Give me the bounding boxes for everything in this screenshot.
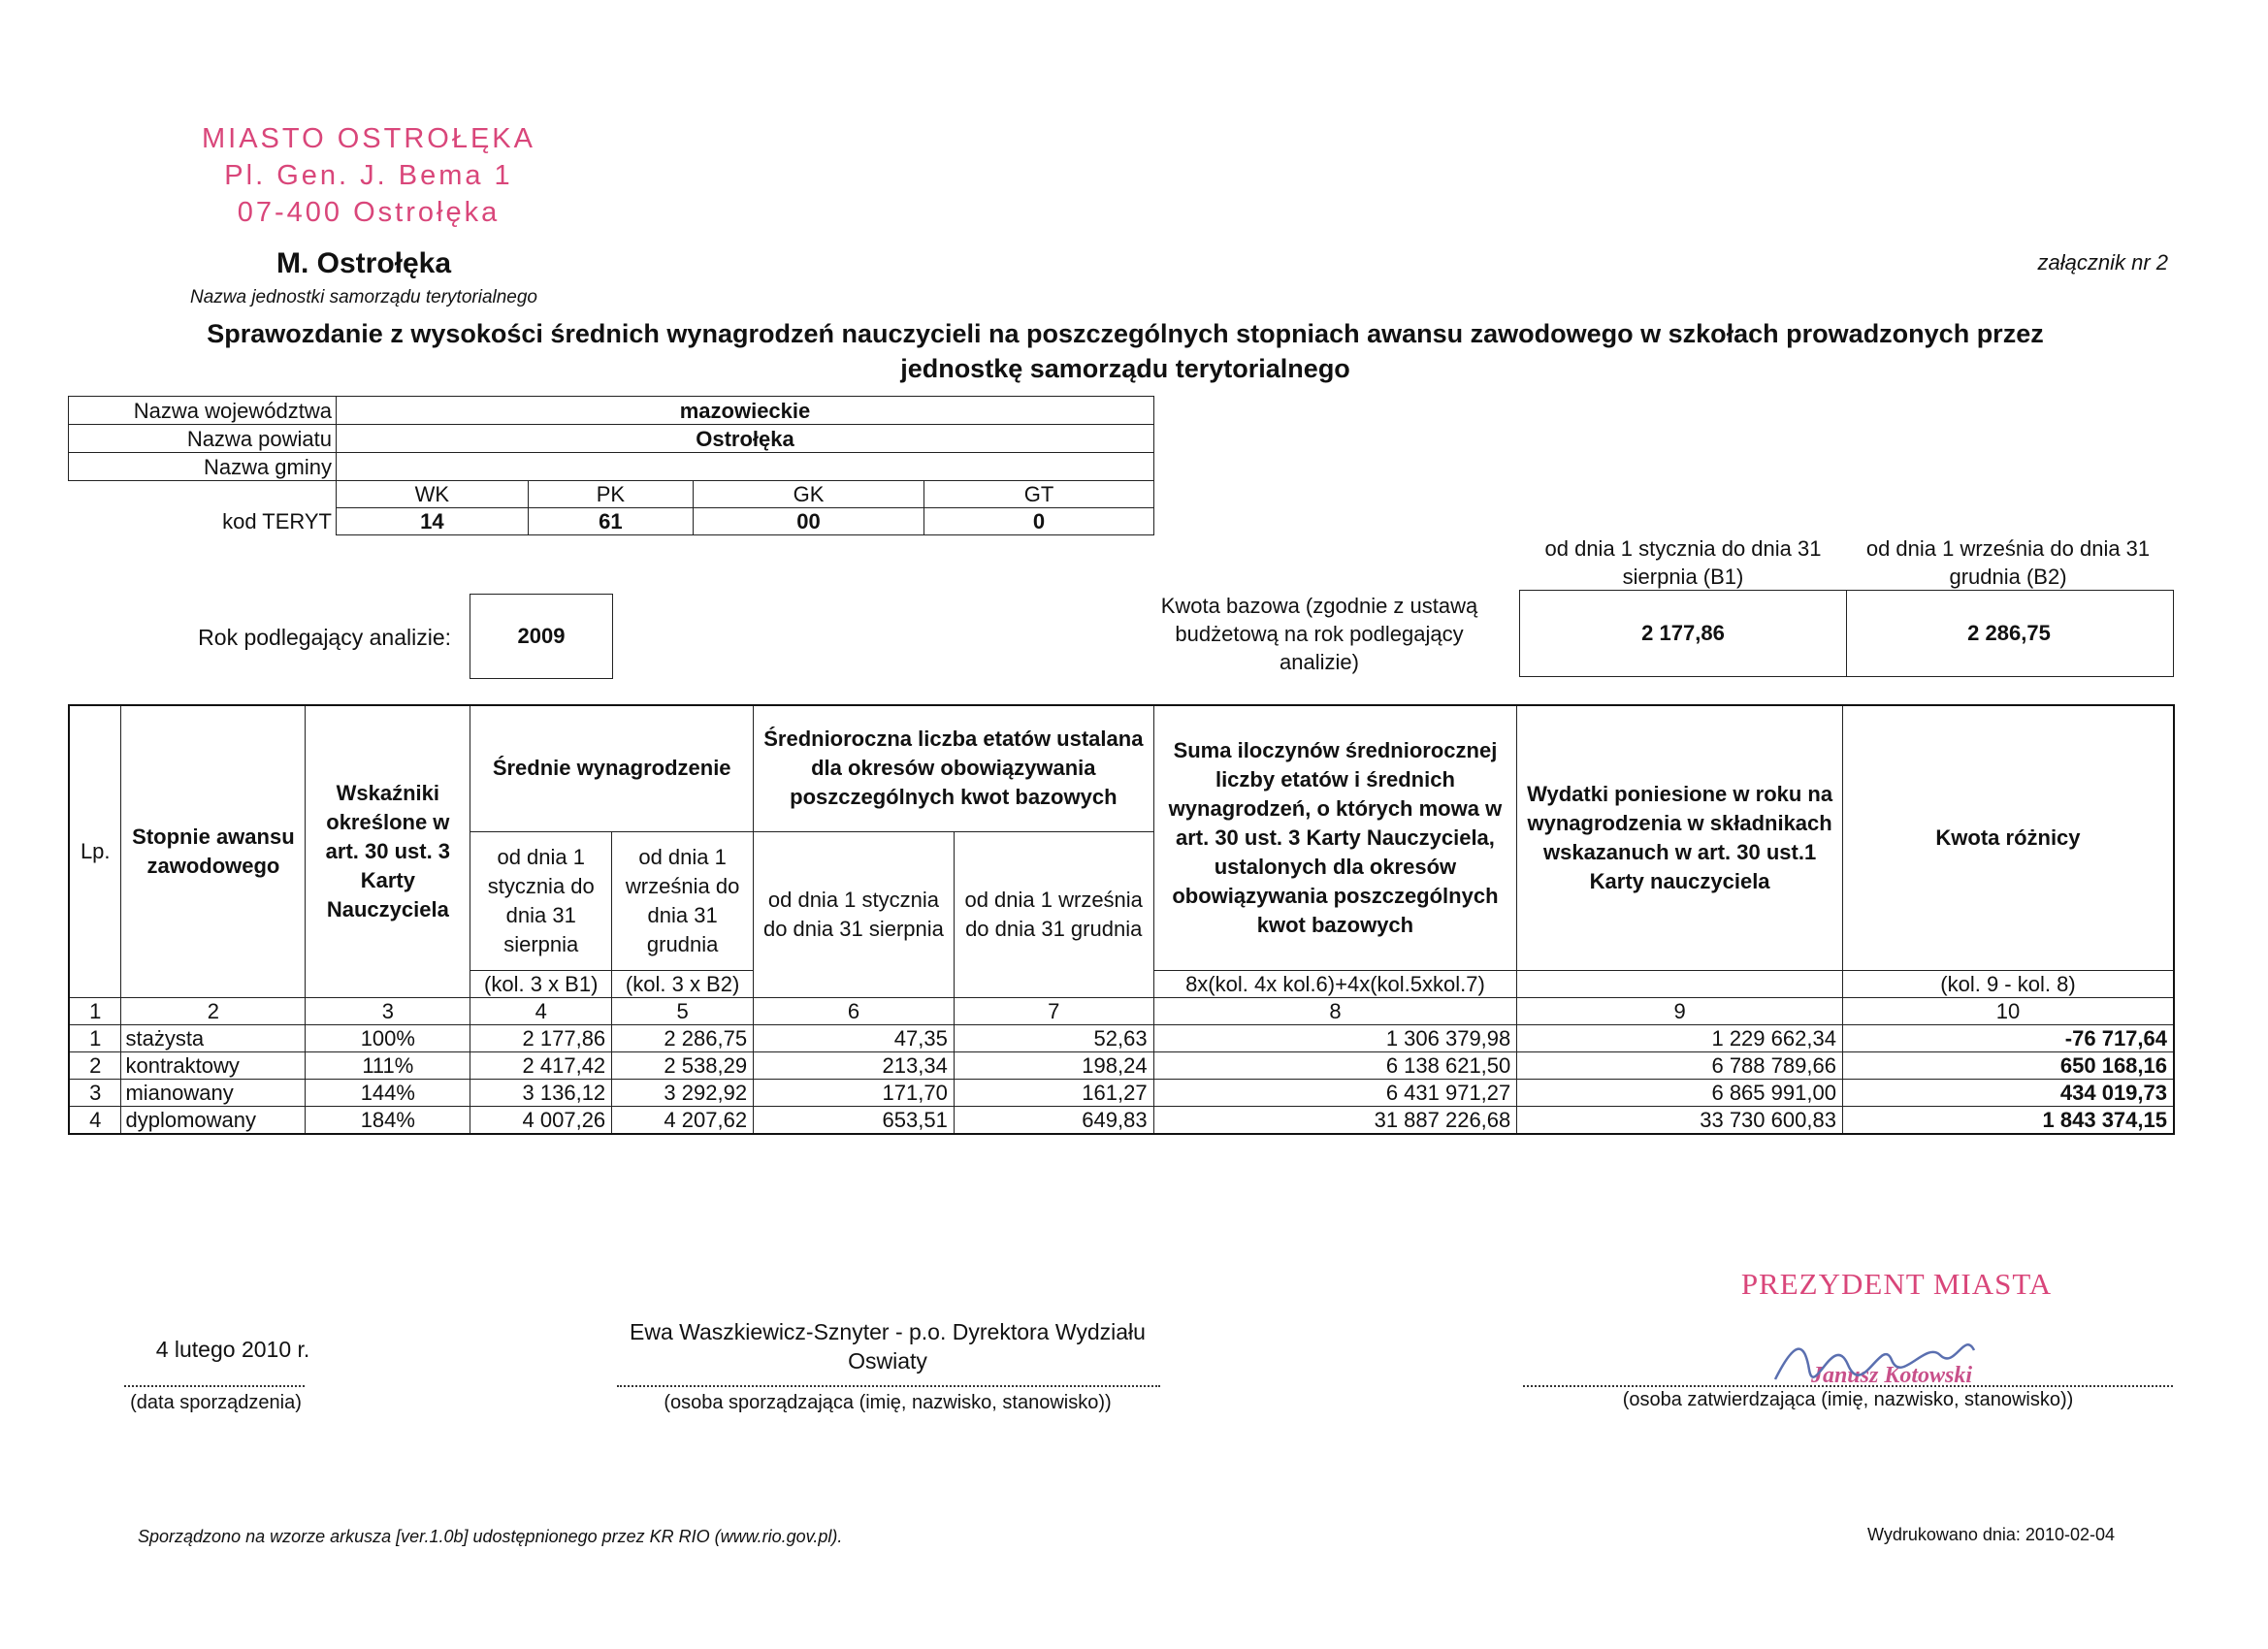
attachment-label: załącznik nr 2 xyxy=(2037,250,2168,275)
row1-col10: -76 717,64 xyxy=(1842,1024,2174,1051)
header-wydatki: Wydatki poniesione w roku na wynagrodzenia w składnikach wskazanuch w art. 30 ust.1 Karty nauczyciela xyxy=(1517,705,1843,970)
row3-col8: 6 431 971,27 xyxy=(1153,1079,1517,1106)
colnum-1: 1 xyxy=(69,997,121,1024)
header-lp: Lp. xyxy=(69,705,121,997)
row3-col5: 3 292,92 xyxy=(612,1079,754,1106)
approver-caption: (osoba zatwierdzająca (imię, nazwisko, stanowisko)) xyxy=(1622,1389,2074,1410)
row1-col7: 52,63 xyxy=(954,1024,1153,1051)
row1-col6: 47,35 xyxy=(754,1024,955,1051)
formula-col4: (kol. 3 x B1) xyxy=(470,970,612,997)
row1-lp: 1 xyxy=(69,1024,121,1051)
subheader-col4: od dnia 1 stycznia do dnia 31 sierpnia xyxy=(470,831,612,970)
county-value: Ostrołęka xyxy=(337,425,1154,453)
column-numbers-row xyxy=(69,997,2174,1024)
subheader-col5: od dnia 1 września do dnia 31 grudnia xyxy=(612,831,754,970)
report-title-line-2: jednostkę samorządu terytorialnego xyxy=(900,354,1350,383)
row2-col7: 198,24 xyxy=(954,1051,1153,1079)
report-title xyxy=(116,316,2134,386)
header-suma: Suma iloczynów średniorocznej liczby etatów i średnich wynagrodzeń, o których mowa w art. 30 ust. 3 Karty Nauczyciela, ustalonych dla okresów obowiązywania poszczególnych kwot bazowych xyxy=(1153,705,1517,970)
stamp-line-3: 07-400 Ostrołęka xyxy=(237,197,501,228)
formula-col8: 8x(kol. 4x kol.6)+4x(kol.5xkol.7) xyxy=(1153,970,1517,997)
colnum-4: 4 xyxy=(470,997,612,1024)
teryt-header-pk: PK xyxy=(528,481,693,508)
row1-col9: 1 229 662,34 xyxy=(1517,1024,1843,1051)
approver-line xyxy=(1523,1385,2173,1387)
row3-col9: 6 865 991,00 xyxy=(1517,1079,1843,1106)
city-stamp xyxy=(184,120,553,231)
row3-lp: 3 xyxy=(69,1079,121,1106)
year-label: Rok podlegający analizie: xyxy=(198,625,451,650)
row4-col6: 653,51 xyxy=(754,1106,955,1134)
commune-value xyxy=(337,453,1154,481)
row4-col9: 33 730 600,83 xyxy=(1517,1106,1843,1134)
colnum-3: 3 xyxy=(306,997,470,1024)
voivodeship-label: Nazwa województwa xyxy=(69,397,337,425)
header-etaty: Średnioroczna liczba etatów ustalana dla okresów obowiązywania poszczególnych kwot bazowych xyxy=(754,705,1154,831)
table-row xyxy=(69,1106,2174,1134)
row2-stopien: kontraktowy xyxy=(121,1051,306,1079)
base-b1-header: od dnia 1 stycznia do dnia 31 sierpnia (B1) xyxy=(1544,536,1822,589)
preparer-line xyxy=(617,1385,1160,1387)
row2-col8: 6 138 621,50 xyxy=(1153,1051,1517,1079)
location-table xyxy=(68,396,1154,535)
teryt-header-gt: GT xyxy=(924,481,1154,508)
row3-col7: 161,27 xyxy=(954,1079,1153,1106)
teryt-header-gk: GK xyxy=(694,481,924,508)
teryt-header-wk: WK xyxy=(337,481,529,508)
preparer-name: Ewa Waszkiewicz-Sznyter - p.o. Dyrektora Wydziału Oswiaty xyxy=(630,1319,1146,1374)
table-row xyxy=(69,1051,2174,1079)
header-stopnie: Stopnie awansu zawodowego xyxy=(121,705,306,997)
row1-wskaznik: 100% xyxy=(306,1024,470,1051)
row3-col10: 434 019,73 xyxy=(1842,1079,2174,1106)
date-caption: (data sporządzenia) xyxy=(130,1392,302,1413)
commune-label: Nazwa gminy xyxy=(69,453,337,481)
row4-stopien: dyplomowany xyxy=(121,1106,306,1134)
colnum-10: 10 xyxy=(1842,997,2174,1024)
teryt-label: kod TERYT xyxy=(222,509,332,534)
subheader-col7: od dnia 1 września do dnia 31 grudnia xyxy=(954,831,1153,997)
colnum-8: 8 xyxy=(1153,997,1517,1024)
teryt-spacer xyxy=(69,481,337,508)
source-note: Sporządzono na wzorze arkusza [ver.1.0b] udostępnionego przez KR RIO (www.rio.gov.pl). xyxy=(138,1527,843,1546)
row4-col8: 31 887 226,68 xyxy=(1153,1106,1517,1134)
row2-lp: 2 xyxy=(69,1051,121,1079)
row2-col9: 6 788 789,66 xyxy=(1517,1051,1843,1079)
signature-scribble xyxy=(1756,1321,1998,1389)
row4-col7: 649,83 xyxy=(954,1106,1153,1134)
row1-col8: 1 306 379,98 xyxy=(1153,1024,1517,1051)
row4-lp: 4 xyxy=(69,1106,121,1134)
row2-col10: 650 168,16 xyxy=(1842,1051,2174,1079)
report-date: 4 lutego 2010 r. xyxy=(155,1337,310,1362)
row2-col5: 2 538,29 xyxy=(612,1051,754,1079)
row1-col5: 2 286,75 xyxy=(612,1024,754,1051)
row4-col5: 4 207,62 xyxy=(612,1106,754,1134)
formula-col10: (kol. 9 - kol. 8) xyxy=(1842,970,2174,997)
header-kwota: Kwota różnicy xyxy=(1842,705,2174,970)
base-b2-value: 2 286,75 xyxy=(1845,590,2174,677)
table-row xyxy=(69,1024,2174,1051)
row3-col4: 3 136,12 xyxy=(470,1079,612,1106)
president-stamp: PREZYDENT MIASTA xyxy=(1740,1267,2053,1301)
colnum-5: 5 xyxy=(612,997,754,1024)
row4-col4: 4 007,26 xyxy=(470,1106,612,1134)
preparer-caption: (osoba sporządzająca (imię, nazwisko, stanowisko)) xyxy=(664,1392,1112,1413)
stamp-line-1: MIASTO OSTROŁĘKA xyxy=(202,123,535,154)
subheader-col6: od dnia 1 stycznia do dnia 31 sierpnia xyxy=(754,831,955,997)
voivodeship-value: mazowieckie xyxy=(337,397,1154,425)
formula-col5: (kol. 3 x B2) xyxy=(612,970,754,997)
row3-stopien: mianowany xyxy=(121,1079,306,1106)
colnum-7: 7 xyxy=(954,997,1153,1024)
header-srednie: Średnie wynagrodzenie xyxy=(470,705,754,831)
date-line xyxy=(124,1385,305,1387)
teryt-value-wk: 14 xyxy=(337,508,529,535)
unit-caption: Nazwa jednostki samorządu terytorialnego xyxy=(189,287,537,307)
base-label: Kwota bazowa (zgodnie z ustawą budżetową na rok podlegający analizie) xyxy=(1160,594,1478,674)
row4-col10: 1 843 374,15 xyxy=(1842,1106,2174,1134)
signature: Janusz Kotowski xyxy=(1810,1363,1973,1388)
teryt-value-gk: 00 xyxy=(694,508,924,535)
row1-col4: 2 177,86 xyxy=(470,1024,612,1051)
colnum-6: 6 xyxy=(754,997,955,1024)
row2-col6: 213,34 xyxy=(754,1051,955,1079)
colnum-2: 2 xyxy=(121,997,306,1024)
salary-table xyxy=(68,704,2175,1135)
printed-date: Wydrukowano dnia: 2010-02-04 xyxy=(1867,1525,2115,1544)
row3-wskaznik: 144% xyxy=(306,1079,470,1106)
formula-col9 xyxy=(1517,970,1843,997)
colnum-9: 9 xyxy=(1517,997,1843,1024)
row3-col6: 171,70 xyxy=(754,1079,955,1106)
header-wskazniki: Wskaźniki określone w art. 30 ust. 3 Karty Nauczyciela xyxy=(306,705,470,997)
base-b1-value: 2 177,86 xyxy=(1519,590,1847,677)
row2-col4: 2 417,42 xyxy=(470,1051,612,1079)
teryt-value-pk: 61 xyxy=(528,508,693,535)
county-label: Nazwa powiatu xyxy=(69,425,337,453)
stamp-line-2: Pl. Gen. J. Bema 1 xyxy=(224,160,513,191)
year-value: 2009 xyxy=(470,594,613,679)
row4-wskaznik: 184% xyxy=(306,1106,470,1134)
report-title-line-1: Sprawozdanie z wysokości średnich wynagrodzeń nauczycieli na poszczególnych stopniach awansu zawodowego w szkołach prowadzonych przez xyxy=(207,319,2044,348)
row2-wskaznik: 111% xyxy=(306,1051,470,1079)
base-b2-header: od dnia 1 września do dnia 31 grudnia (B2) xyxy=(1865,536,2151,589)
teryt-value-gt: 0 xyxy=(924,508,1154,535)
unit-name: M. Ostrołęka xyxy=(275,247,452,279)
row1-stopien: stażysta xyxy=(121,1024,306,1051)
table-row xyxy=(69,1079,2174,1106)
